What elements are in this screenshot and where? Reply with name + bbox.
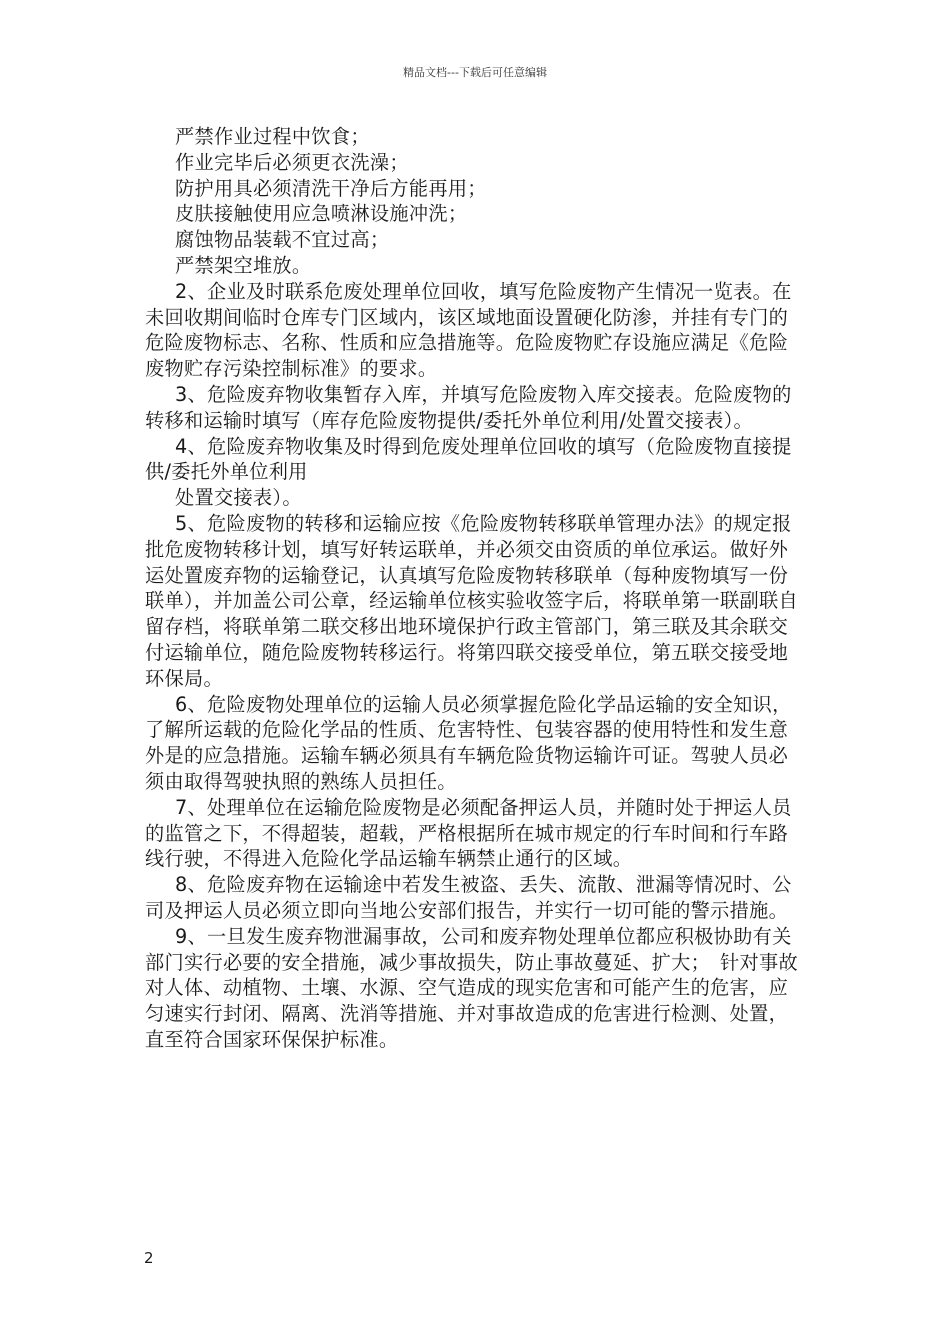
paragraph-6: 6、危险废物处理单位的运输人员必须掌握危险化学品运输的安全知识，了解所运载的危险化学品的性质、危害特性、包装容器的使用特性和发生意外是的应急措施。运输车辆必须具有车辆危险货物运输许可证。驾驶人员必须由取得驾驶执照的熟练人员担任。 (145, 692, 792, 793)
safety-item: 严禁作业过程中饮食； (175, 125, 370, 148)
paragraph-4-continued: 处置交接表）。 (175, 486, 302, 510)
paragraph-4: 4、危险废弃物收集及时得到危废处理单位回收的填写（危险废物直接提供/委托外单位利用 (145, 434, 792, 484)
paragraph-8: 8、危险废弃物在运输途中若发生被盗、丢失、流散、泄漏等情况时、公司及押运人员必须立即向当地公安部们报告，并实行一切可能的警示措施。 (145, 873, 792, 922)
safety-item: 防护用具必须清洗干净后方能再用； (175, 176, 487, 200)
paragraph-9: 9、一旦发生废弃物泄漏事故，公司和废弃物处理单位都应积极协助有关部门实行必要的安全措施，减少事故损失，防止事故蔓延、扩大； 针对事故对人体、动植物、土壤、水源、空气造成的现实危害和可能产生的危害，应匀速实行封闭、隔离、洗消等措施、并对事故造成的危害进行检测、处置，直至符合国家环保保护标准。 (145, 924, 798, 1051)
paragraph-3: 3、危险废弃物收集暂存入库，并填写危险废物入库交接表。危险废物的转移和运输时填写（库存危险废物提供/委托外单位利用/处置交接表）。 (145, 382, 792, 432)
safety-item: 作业完毕后必须更衣洗澡； (175, 150, 409, 174)
document-body (145, 124, 805, 1053)
page-number: 2 (144, 1249, 154, 1267)
paragraph-5: 5、危险废物的转移和运输应按《危险废物转移联单管理办法》的规定报批危废物转移计划，填写好转运联单，并必须交由资质的单位承运。做好外运处置废弃物的运输登记，认真填写危险废物转移联单（每种废物填写一份联单），并加盖公司公章，经运输单位核实验收签字后，将联单第一联副联自留存档，将联单第二联交移出地环境保护行政主管部门，第三联及其余联交付运输单位，随危险废物转移运行。将第四联交接受单位，第五联交接受地环保局。 (145, 511, 798, 690)
paragraph-2: 2、企业及时联系危废处理单位回收，填写危险废物产生情况一览表。在未回收期间临时仓库专门区域内，该区域地面设置硬化防渗，并挂有专门的危险废物标志、名称、性质和应急措施等。危险废物贮存设施应满足《危险废物贮存污染控制标准》的要求。 (145, 279, 792, 381)
safety-item: 皮肤接触使用应急喷淋设施冲洗； (175, 202, 468, 226)
safety-item: 严禁架空堆放。 (175, 253, 312, 277)
page-header: 精品文档---下载后可任意编辑 (403, 66, 547, 79)
paragraph-7: 7、处理单位在运输危险废物是必须配备押运人员，并随时处于押运人员的监管之下，不得超装，超载，严格根据所在城市规定的行车时间和行车路线行驶，不得进入危险化学品运输车辆禁止通行的区域。 (145, 795, 792, 871)
safety-item: 腐蚀物品装载不宜过高； (175, 228, 390, 252)
